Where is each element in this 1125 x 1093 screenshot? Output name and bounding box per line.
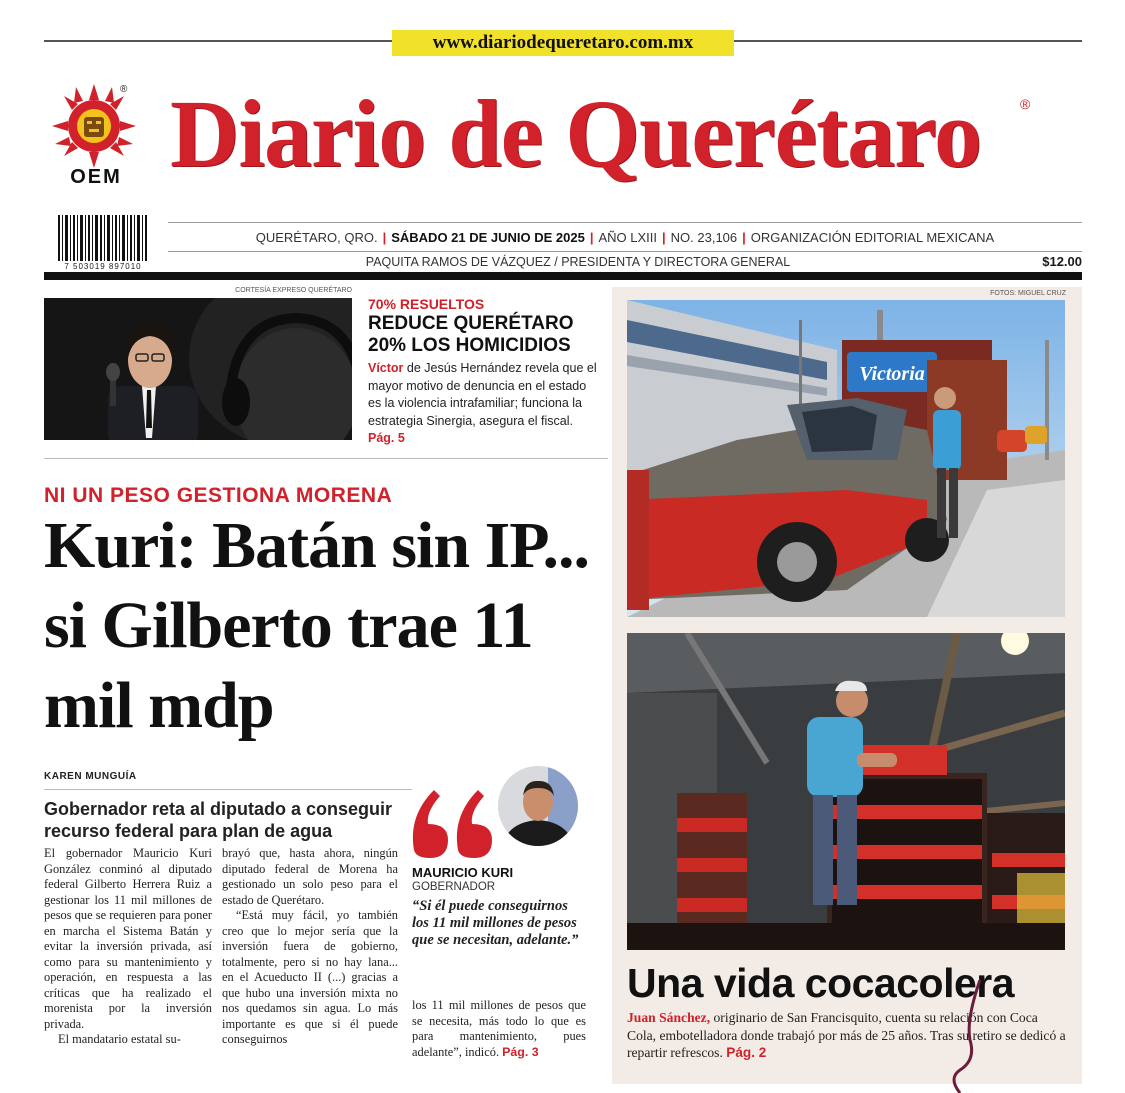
soda-bottles-photo[interactable]: [627, 633, 1065, 950]
story-summary-text: de Jesús Hernández revela que el mayor motivo de denuncia en el estado es la violencia intrafamiliar; funciona la estrategia Sinergia, asegura el fiscal.: [368, 361, 597, 428]
body-paragraph: brayó que, hasta ahora, ningún diputado federal de Morena ha gestionado un solo peso para el estado de Querétaro.: [222, 846, 398, 907]
photo-credit: CORTESÍA EXPRESO QUERÉTARO: [235, 287, 352, 294]
story-summary: [368, 360, 598, 448]
price: $12.00: [1042, 254, 1082, 269]
governor-portrait-photo: [498, 766, 578, 846]
byline: KAREN MUNGUÍA: [44, 771, 137, 782]
feature-headline[interactable]: Una vida cocacolera: [627, 960, 1015, 1006]
body-paragraph: El mandatario estatal su-: [58, 1032, 181, 1046]
prosecutor-interview-photo[interactable]: [44, 298, 352, 440]
dateline-number: NO. 23,106: [670, 230, 738, 245]
masthead-title: Diario de Querétaro: [170, 80, 982, 187]
story-headline[interactable]: REDUCE QUERÉTARO 20% LOS HOMICIDIOS: [368, 313, 574, 356]
feature-summary-text: originario de San Francisquito, cuenta su relación con Coca Cola, embotelladora donde trabajó por más de 25 años. Tras su retiro se dedicó a repartir refrescos.: [627, 1010, 1066, 1060]
story-kicker: 70% RESUELTOS: [368, 296, 485, 312]
section-divider: [44, 458, 608, 459]
dateline-year: AÑO LXIII: [598, 230, 658, 245]
dateline-org: ORGANIZACIÓN EDITORIAL MEXICANA: [750, 230, 995, 245]
header-thick-rule: [44, 272, 1082, 280]
dateline-date: SÁBADO 21 DE JUNIO DE 2025: [391, 230, 585, 245]
pull-quote: “Si él puede conseguirnos los 11 mil millones de pesos que se necesitan, adelante.”: [412, 898, 579, 948]
quote-mark-icon: [408, 780, 498, 860]
body-paragraph: los 11 mil millones de pesos que se necesita, más todo lo que es para mantenimiento, pues adelante”, indicó.: [412, 998, 586, 1059]
body-column-1: [44, 846, 212, 1048]
director-line: PAQUITA RAMOS DE VÁZQUEZ / PRESIDENTA Y DIRECTORA GENERAL: [365, 255, 791, 269]
quote-speaker-name: MAURICIO KURI: [412, 865, 514, 880]
page-reference[interactable]: Pág. 2: [726, 1045, 767, 1060]
dateline-rule: [168, 222, 1082, 223]
story-summary-name: Víctor: [368, 361, 404, 375]
main-headline[interactable]: Kuri: Batán sin IP... si Gilberto trae 11 mil mdp: [44, 509, 590, 742]
dateline: QUERÉTARO, QRO. | SÁBADO 21 DE JUNIO DE 2025 | AÑO LXIII | NO. 23,106 | ORGANIZACIÓN EDITORIAL MEXICANA: [255, 230, 995, 245]
body-column-2: [222, 846, 398, 1048]
oem-logo-text: OEM: [70, 166, 122, 188]
pen-mark: [930, 980, 1010, 1093]
quote-speaker-role: GOBERNADOR: [412, 881, 496, 893]
body-column-3: [412, 998, 586, 1060]
delivery-truck-photo[interactable]: [627, 300, 1065, 617]
registered-mark: ®: [120, 84, 128, 95]
dateline-city: QUERÉTARO, QRO.: [255, 230, 378, 245]
photo-credit: FOTOS: MIGUEL CRUZ: [990, 290, 1066, 297]
page-reference[interactable]: Pág. 3: [502, 1044, 539, 1059]
barcode-icon: [58, 215, 148, 261]
sun-logo-icon: [52, 84, 136, 168]
website-url[interactable]: www.diariodequeretaro.com.mx: [392, 30, 734, 56]
barcode-number: 7 503019 897010: [64, 262, 142, 271]
page-reference[interactable]: Pág. 5: [368, 431, 405, 445]
main-story-kicker: NI UN PESO GESTIONA MORENA: [44, 484, 393, 507]
byline-rule: [44, 789, 412, 790]
truck-sign-text: Victoria: [859, 363, 925, 385]
body-paragraph: “Está muy fácil, yo también creo que lo mejor sería que la inversión fuera de gobierno, totalmente, pero si no hay lana... en el Acueducto II (...) gracias a que hubo una inversión mixta no nos quedamos sin agua. Lo más importante es que si él puede conseguirnos: [222, 908, 398, 1046]
feature-summary-name: Juan Sánchez,: [627, 1010, 711, 1025]
masthead-registered-mark: ®: [1020, 96, 1031, 112]
body-paragraph: El gobernador Mauricio Kuri González conminó al diputado federal Gilberto Herrera Ruiz a gestionar los 11 mil millones de pesos que se requieren para poner en marcha el Sistema Batán y evitar la inversión privada, así como para su mantenimiento y operación, en respuesta a las críticas que ha realizado el morenista por la inversión privada.: [44, 846, 212, 1031]
main-subheadline: Gobernador reta al diputado a conseguir recurso federal para plan de agua: [44, 799, 393, 841]
dateline-rule-bottom: [168, 251, 1082, 252]
